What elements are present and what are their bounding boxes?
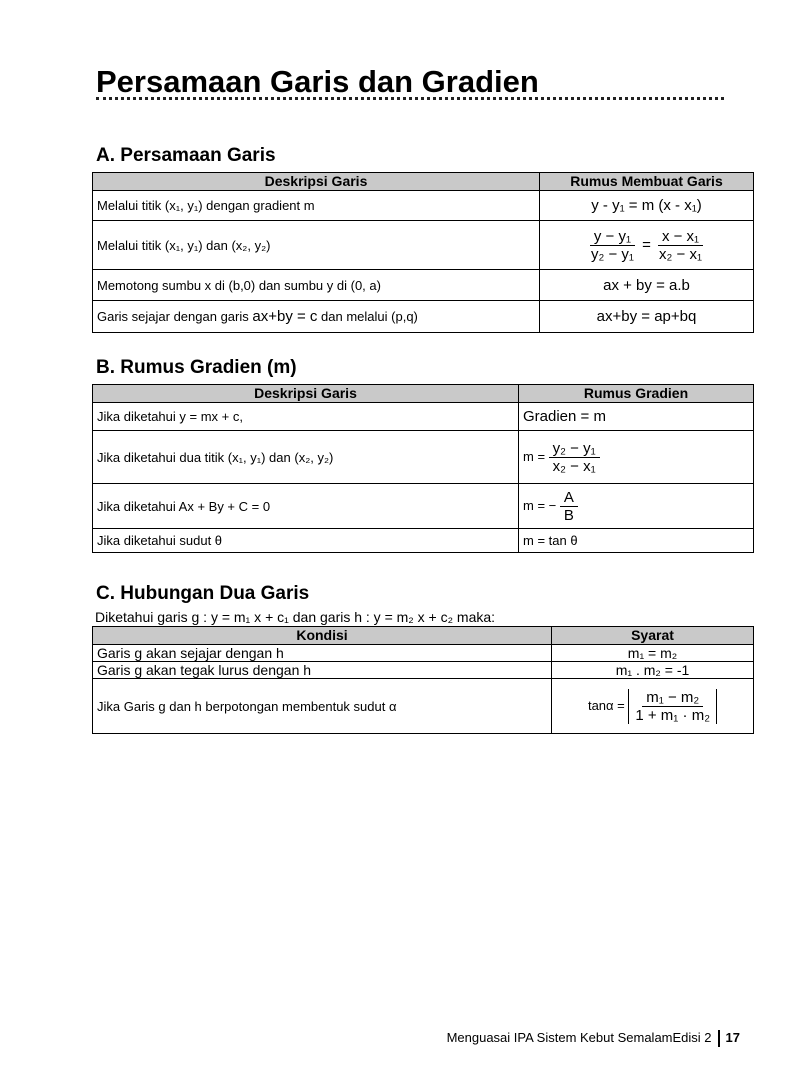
table-row xyxy=(93,403,754,431)
fraction xyxy=(631,689,714,724)
fraction-denominator: x₂ − x₁ xyxy=(552,457,596,475)
rumus-gradien-table xyxy=(92,384,754,553)
row-desc: Jika diketahui Ax + By + C = 0 xyxy=(93,484,519,529)
footer-text: Menguasai IPA Sistem Kebut SemalamEdisi 2 xyxy=(446,1030,712,1045)
hubungan-garis-table xyxy=(92,626,754,734)
header-syarat: Syarat xyxy=(552,627,754,645)
formula-lhs: m = − xyxy=(523,497,557,513)
section-a-heading: A. Persamaan Garis xyxy=(96,145,276,166)
row-formula: ax + by = a.b xyxy=(540,270,754,301)
row-formula: y - y₁ = m (x - x₁) xyxy=(540,191,754,221)
desc-text: Garis sejajar dengan garis xyxy=(97,309,249,324)
absolute-value xyxy=(628,689,717,724)
header-rumus: Rumus Membuat Garis xyxy=(540,173,754,191)
persamaan-garis-table xyxy=(92,172,754,333)
row-desc: Melalui titik (x₁, y₁) dengan gradient m xyxy=(93,191,540,221)
fraction-denominator: y₂ − y₁ xyxy=(590,245,634,263)
fraction-rhs xyxy=(655,228,706,263)
formula-lhs: m = xyxy=(523,448,546,464)
table-row xyxy=(93,662,754,679)
row-desc: Garis g akan sejajar dengan h xyxy=(93,645,552,662)
fraction-denominator: x₂ − x₁ xyxy=(659,245,703,263)
table-row xyxy=(93,431,754,484)
table-row xyxy=(93,301,754,333)
fraction-denominator: B xyxy=(563,506,574,524)
table-row xyxy=(93,221,754,270)
row-formula: Gradien = m xyxy=(519,403,754,431)
page-number: 17 xyxy=(725,1030,740,1045)
desc-equation: ax+by = c xyxy=(252,308,318,325)
page-footer xyxy=(447,1030,740,1047)
row-formula: m₁ = m₂ xyxy=(552,645,754,662)
page-title: Persamaan Garis dan Gradien xyxy=(96,64,539,99)
formula-lhs: tanα = xyxy=(587,697,625,713)
row-desc: Garis g akan tegak lurus dengan h xyxy=(93,662,552,679)
fraction xyxy=(549,440,600,475)
row-desc xyxy=(93,301,540,333)
table-row xyxy=(93,270,754,301)
section-c-intro: Diketahui garis g : y = m₁ x + c₁ dan garis h : y = m₂ x + c₂ maka: xyxy=(95,609,496,625)
row-formula: m = tan θ xyxy=(519,529,754,553)
table-row xyxy=(93,484,754,529)
table-row xyxy=(93,679,754,734)
desc-text: dan melalui (p,q) xyxy=(321,309,418,324)
footer-separator xyxy=(718,1030,720,1047)
row-formula xyxy=(552,679,754,734)
fraction xyxy=(560,489,578,524)
fraction-lhs xyxy=(587,228,638,263)
row-desc: Jika Garis g dan h berpotongan membentuk sudut α xyxy=(93,679,552,734)
table-row xyxy=(93,191,754,221)
row-formula xyxy=(540,221,754,270)
section-c-heading: C. Hubungan Dua Garis xyxy=(96,583,310,604)
row-desc: Jika diketahui y = mx + c, xyxy=(93,403,519,431)
row-formula xyxy=(519,484,754,529)
row-desc: Jika diketahui sudut θ xyxy=(93,529,519,553)
fraction-denominator: 1 + m₁ · m₂ xyxy=(635,706,711,724)
row-formula: ax+by = ap+bq xyxy=(540,301,754,333)
row-desc: Jika diketahui dua titik (x₁, y₁) dan (x₂, y₂) xyxy=(93,431,519,484)
equals-sign: = xyxy=(642,235,651,253)
table-row xyxy=(93,645,754,662)
row-desc: Melalui titik (x₁, y₁) dan (x₂, y₂) xyxy=(93,221,540,270)
title-underline xyxy=(96,97,724,100)
fraction-numerator: y₂ − y₁ xyxy=(549,440,600,458)
table-row xyxy=(93,529,754,553)
header-rumus: Rumus Gradien xyxy=(519,385,754,403)
fraction-numerator: m₁ − m₂ xyxy=(642,689,703,707)
row-desc: Memotong sumbu x di (b,0) dan sumbu y di (0, a) xyxy=(93,270,540,301)
header-kondisi: Kondisi xyxy=(93,627,552,645)
row-formula xyxy=(519,431,754,484)
fraction-numerator: x − x₁ xyxy=(658,228,703,246)
header-deskripsi: Deskripsi Garis xyxy=(93,385,519,403)
fraction-numerator: y − y₁ xyxy=(590,228,635,246)
section-b-heading: B. Rumus Gradien (m) xyxy=(96,357,297,378)
header-deskripsi: Deskripsi Garis xyxy=(93,173,540,191)
row-formula: m₁ . m₂ = -1 xyxy=(552,662,754,679)
fraction-numerator: A xyxy=(560,489,578,507)
